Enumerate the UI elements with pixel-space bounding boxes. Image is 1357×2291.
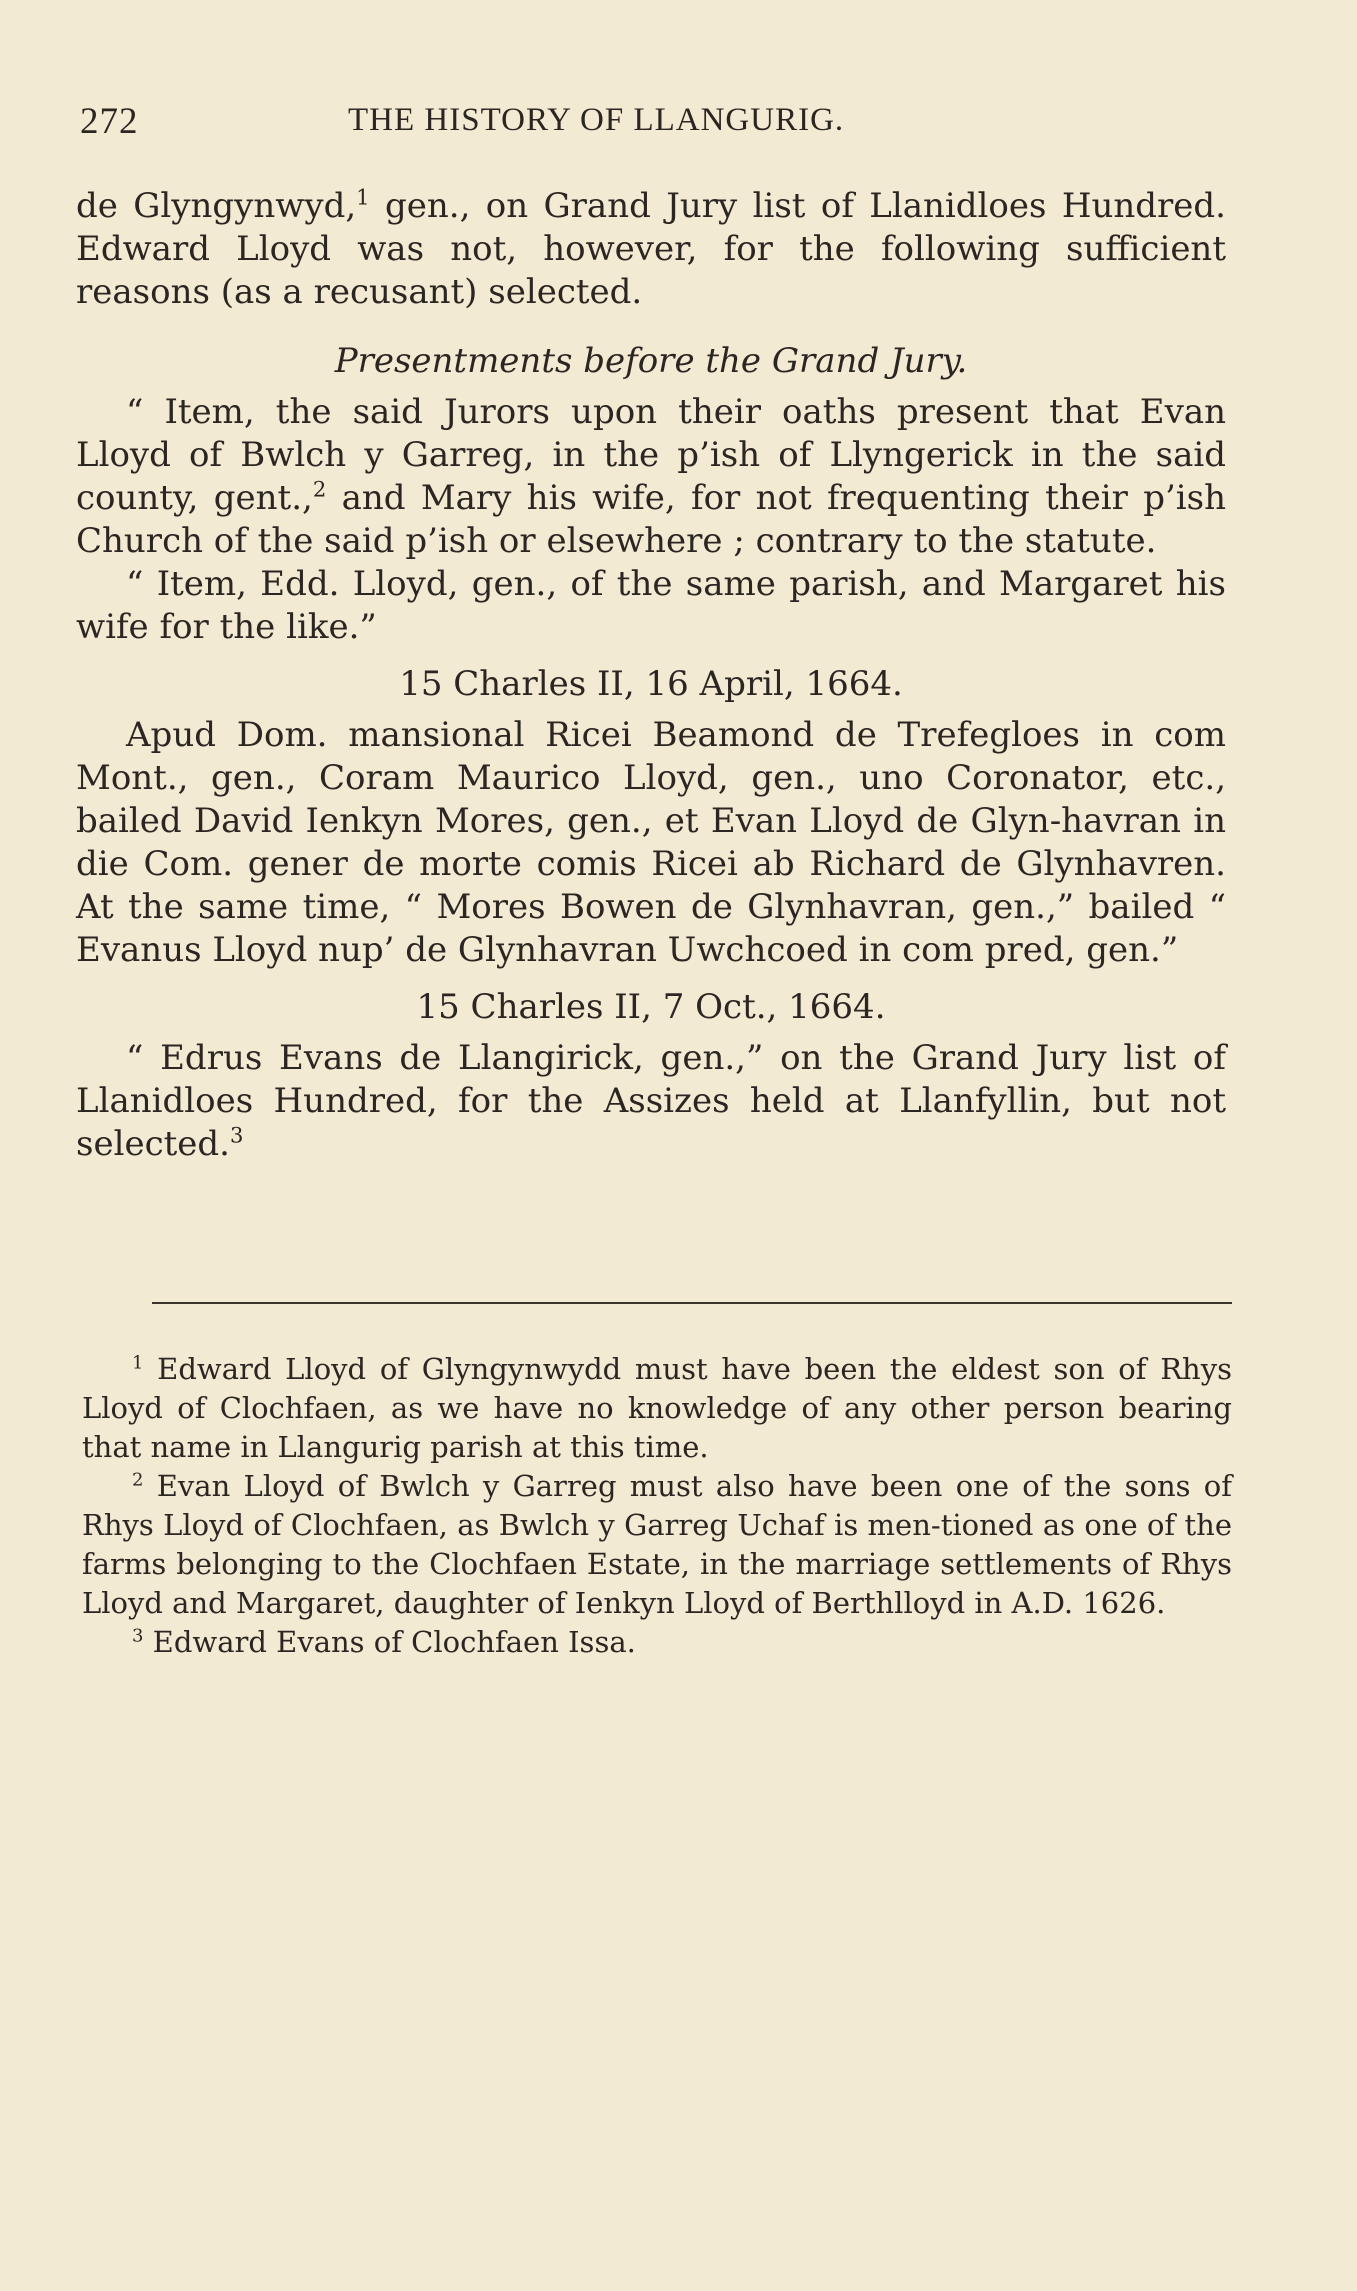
paragraph-recusant	[76, 185, 1226, 314]
page-number: 272	[80, 101, 139, 142]
paragraph-text: gen., on Grand Jury list of Llanidloes Hundred. Edward Lloyd was not, however, for the following sufficient reasons (as a recusant) selected.	[76, 186, 1226, 312]
footnote-text: Evan Lloyd of Bwlch y Garreg must also have been one of the sons of Rhys Lloyd of Clochfaen, as Bwlch y Garreg Uchaf is men-tioned as one of the farms belonging to the Clochfaen Estate, in the marriage settlements of Rhys Lloyd and Margaret, daughter of Ienkyn Lloyd of Berthlloyd in A.D. 1626.	[82, 1469, 1232, 1620]
footnote-ref-1: 1	[356, 184, 370, 210]
date-line-april: 15 Charles II, 16 April, 1664.	[399, 664, 903, 704]
footnote-mark: 1	[132, 1352, 144, 1374]
footnote-mark: 3	[132, 1625, 144, 1647]
footnotes	[82, 1350, 1232, 1662]
paragraph-edrus	[76, 1037, 1226, 1166]
footnote-2	[82, 1467, 1232, 1623]
paragraph-item-edd: “ Item, Edd. Lloyd, gen., of the same parish, and Margaret his wife for the like.”	[76, 564, 1226, 647]
footnote-3	[82, 1623, 1232, 1662]
footnote-divider	[152, 1302, 1232, 1304]
main-text	[76, 185, 1226, 1166]
footnote-mark: 2	[132, 1469, 144, 1491]
footnote-text: Edward Evans of Clochfaen Issa.	[143, 1625, 636, 1659]
date-line-october: 15 Charles II, 7 Oct., 1664.	[416, 987, 886, 1027]
footnote-text: Edward Lloyd of Glyngynwydd must have been the eldest son of Rhys Lloyd of Clochfaen, as we have no knowledge of any other person bearing that name in Llangurig parish at this time.	[82, 1352, 1232, 1464]
paragraph-text: de Glyngynwyd,	[76, 186, 357, 226]
running-title: THE HISTORY OF LLANGURIG.	[348, 102, 845, 138]
footnote-ref-3: 3	[229, 1122, 244, 1148]
section-heading: Presentments before the Grand Jury.	[334, 341, 968, 381]
paragraph-item-evan	[76, 391, 1226, 563]
paragraph-text: and Mary his wife, for not frequenting their p’ish Church of the said p’ish or elsewhere ; contrary to the statute.	[76, 478, 1226, 561]
footnote-ref-2: 2	[312, 476, 327, 502]
footnote-1	[82, 1350, 1232, 1467]
paragraph-apud: Apud Dom. mansional Ricei Beamond de Trefegloes in com Mont., gen., Coram Maurico Lloyd, gen., uno Coronator, etc., bailed David Ienkyn Mores, gen., et Evan Lloyd de Glyn-havran in die Com. gener de morte comis Ricei ab Richard de Glynhavren. At the same time, “ Mores Bowen de Glynhavran, gen.,” bailed “ Evanus Lloyd nup’ de Glynhavran Uwchcoed in com pred, gen.”	[76, 715, 1226, 970]
paragraph-text: “ Edrus Evans de Llangirick, gen.,” on the Grand Jury list of Llanidloes Hundred, for the Assizes held at Llanfyllin, but not selected.	[76, 1038, 1226, 1164]
paragraph-text: “ Item, the said Jurors upon their oaths present that Evan Lloyd of Bwlch y Garreg, in the p’ish of Llyngerick in the said county, gent.,	[76, 392, 1226, 518]
page-header	[80, 100, 1230, 148]
